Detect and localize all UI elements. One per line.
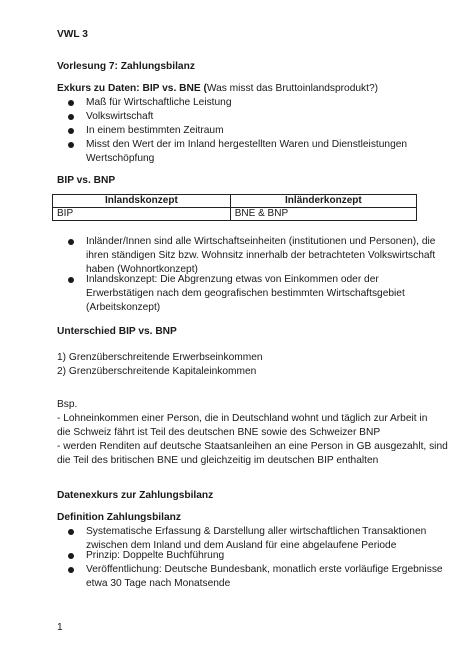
bullet-dot <box>68 100 74 106</box>
excursus-bullet-3: In einem bestimmten Zeitraum <box>86 125 224 136</box>
bip-bullet-2-line-3: (Arbeitskonzept) <box>86 302 161 313</box>
excursus-bullet-2: Volkswirtschaft <box>86 111 154 122</box>
concept-table <box>52 194 417 221</box>
bip-bullet-2-line-2: Erwerbstätigen nach dem geografischen bestimmten Wirtschaftsgebiet <box>86 288 405 299</box>
bullet-dot <box>68 142 74 148</box>
definition-bullet-1-line-2: zwischen dem Inland und dem Ausland für eine abgelaufene Periode <box>86 540 397 551</box>
example-line-1: - Lohneinkommen einer Person, die in Deutschland wohnt und täglich zur Arbeit in <box>57 413 428 424</box>
unterschied-item-1: 1) Grenzüberschreitende Erwerbseinkommen <box>57 352 263 363</box>
datenexkurs-heading: Datenexkurs zur Zahlungsbilanz <box>57 490 214 501</box>
definition-bullet-3-line-1: Veröffentlichung: Deutsche Bundesbank, monatlich erste vorläufige Ergebnisse <box>86 564 443 575</box>
bullet-dot <box>68 529 74 535</box>
unterschied-heading: Unterschied BIP vs. BNP <box>57 326 177 337</box>
bullet-dot <box>68 128 74 134</box>
page-number: 1 <box>57 622 63 633</box>
excursus-heading-bold: Exkurs zu Daten: BIP vs. BNE ( <box>57 83 207 94</box>
excursus-bullet-1: Maß für Wirtschaftliche Leistung <box>86 97 232 108</box>
example-line-4: die Teil des britischen BNE und gleichzeitig im deutschen BIP enthalten <box>57 455 379 466</box>
table-row <box>53 208 417 221</box>
bullet-dot <box>68 567 74 573</box>
table-cell-bne-bnp: BNE & BNP <box>230 208 416 221</box>
definition-heading: Definition Zahlungsbilanz <box>57 512 181 523</box>
bip-bullet-1-line-3: haben (Wohnortkonzept) <box>86 264 198 275</box>
bip-bullet-2-line-1: Inlandskonzept: Die Abgrenzung etwas von Einkommen oder der <box>86 274 379 285</box>
table-header-inlaenderkonzept: Inländerkonzept <box>230 195 416 208</box>
lecture-title: Vorlesung 7: Zahlungsbilanz <box>57 61 195 72</box>
bullet-dot <box>68 277 74 283</box>
table-header-inlandskonzept: Inlandskonzept <box>53 195 231 208</box>
bullet-dot <box>68 239 74 245</box>
excursus-bullet-4: Misst den Wert der im Inland hergestellten Waren und Dienstleistungen <box>86 139 408 150</box>
example-line-2: die Schweiz fährt ist Teil des deutschen BNE sowie des Schweizer BNP <box>57 427 381 438</box>
excursus-heading-normal: Was misst das Bruttoinlandsprodukt?) <box>206 83 379 94</box>
bip-bnp-heading: BIP vs. BNP <box>57 175 116 186</box>
excursus-heading <box>57 82 378 95</box>
excursus-bullet-4-cont: Wertschöpfung <box>86 153 155 164</box>
document-header: VWL 3 <box>57 29 88 40</box>
table-cell-bip: BIP <box>53 208 231 221</box>
example-label: Bsp. <box>57 399 78 410</box>
bullet-dot <box>68 553 74 559</box>
definition-bullet-3-line-2: etwa 30 Tage nach Monatsende <box>86 578 231 589</box>
bip-bullet-1-line-1: Inländer/Innen sind alle Wirtschaftseinheiten (institutionen und Personen), die <box>86 236 436 247</box>
bullet-dot <box>68 114 74 120</box>
definition-bullet-1-line-1: Systematische Erfassung & Darstellung aller wirtschaftlichen Transaktionen <box>86 526 427 537</box>
example-line-3: - werden Renditen auf deutsche Staatsanleihen an eine Person in GB ausgezahlt, sind <box>57 441 448 452</box>
unterschied-item-2: 2) Grenzüberschreitende Kapitaleinkommen <box>57 366 257 377</box>
table-header-row <box>53 195 417 208</box>
bip-bullet-1-line-2: ihren ständigen Sitz bzw. Wohnsitz innerhalb der betrachteten Volkswirtschaft <box>86 250 436 261</box>
definition-bullet-2: Prinzip: Doppelte Buchführung <box>86 550 225 561</box>
